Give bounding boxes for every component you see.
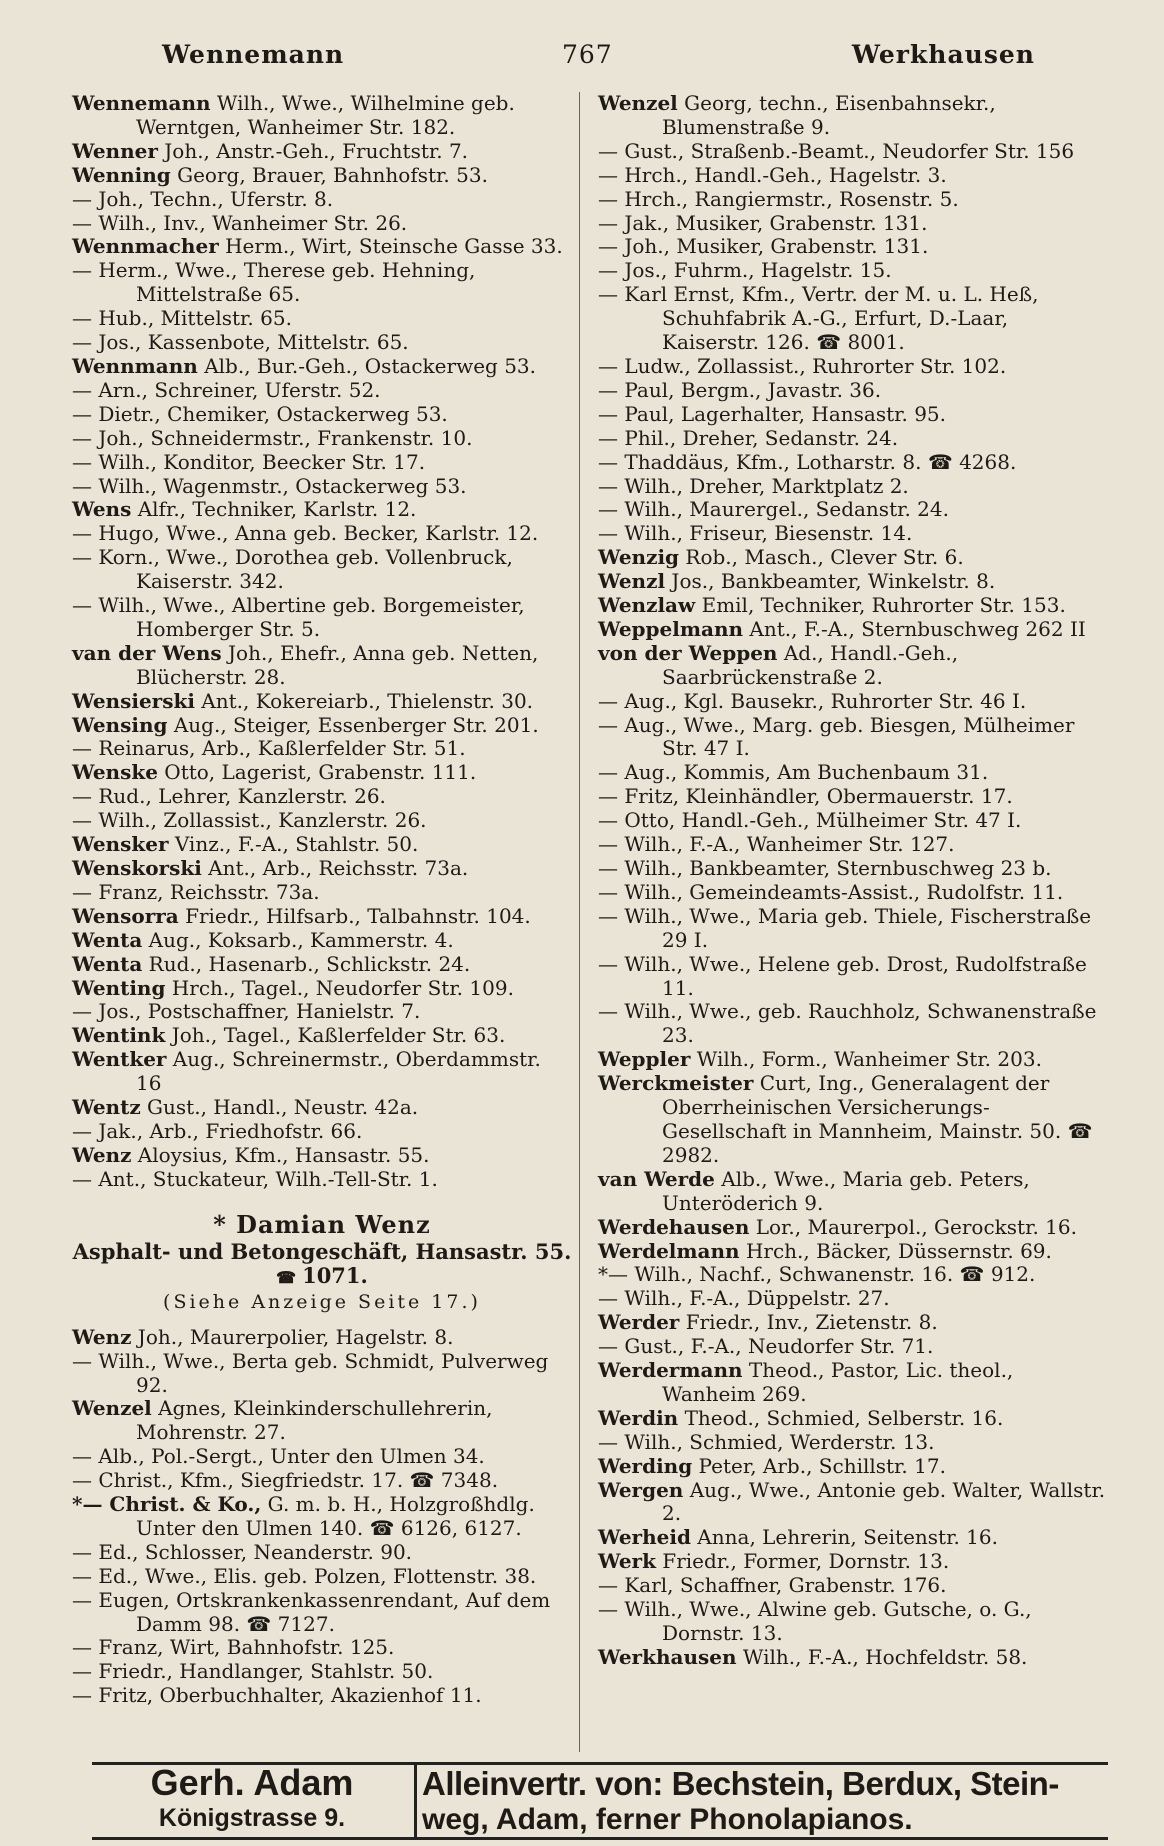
ad-business-line: Asphalt- und Betongeschäft, Hansastr. 55. xyxy=(72,1238,572,1264)
directory-entry xyxy=(72,809,572,833)
entry-details: — Jos., Fuhrm., Hagelstr. 15. xyxy=(598,258,892,283)
directory-entry xyxy=(72,427,572,451)
directory-entry xyxy=(72,905,572,929)
entry-surname: Wenting xyxy=(72,975,166,1000)
entry-details: — Ed., Wwe., Elis. geb. Polzen, Flottenstr. 38. xyxy=(72,1563,537,1588)
entry-surname: Wenning xyxy=(72,162,171,187)
directory-entry xyxy=(72,1144,572,1168)
directory-entry xyxy=(598,522,1108,546)
entry-details: — Eugen, Ortskrankenkassenrendant, Auf dem Damm 98. ☎ 7127. xyxy=(72,1587,551,1636)
directory-entry xyxy=(72,188,572,212)
entry-surname: Wentker xyxy=(72,1047,167,1072)
directory-entry xyxy=(72,498,572,522)
directory-entry xyxy=(598,809,1108,833)
entry-details: G. m. b. H., Holzgroßhdlg. Unter den Ulmen 140. ☎ 6126, 6127. xyxy=(136,1492,535,1540)
entry-surname: Werdehausen xyxy=(598,1214,750,1239)
directory-entry xyxy=(598,1359,1108,1407)
entry-surname: Wenz xyxy=(72,1324,132,1349)
directory-entry xyxy=(72,1589,572,1637)
entry-details: Rob., Masch., Clever Str. 6. xyxy=(679,545,964,570)
directory-entry xyxy=(598,140,1108,164)
entry-details: — Paul, Bergm., Javastr. 36. xyxy=(598,377,882,402)
entry-details: Alb., Wwe., Maria geb. Peters, Unteröderich 9. xyxy=(662,1166,1030,1215)
entry-surname: Wenskorski xyxy=(72,856,202,880)
entry-surname: *— Christ. & Ko., xyxy=(72,1492,262,1517)
entry-surname: Wenzig xyxy=(598,545,680,570)
entry-details: — Hrch., Rangiermstr., Rosenstr. 5. xyxy=(598,186,959,211)
entry-details: — Wilh., Zollassist., Kanzlerstr. 26. xyxy=(72,808,427,833)
directory-entry xyxy=(598,283,1108,355)
entry-details: Alfr., Techniker, Karlstr. 12. xyxy=(131,497,417,522)
entry-details: — Karl, Schaffner, Grabenstr. 176. xyxy=(598,1573,947,1598)
entry-surname: Wenz xyxy=(72,1142,132,1167)
entry-details: Jos., Bankbeamter, Winkelstr. 8. xyxy=(665,569,996,594)
entry-details: Otto, Lagerist, Grabenstr. 111. xyxy=(157,760,477,785)
entry-details: — Alb., Pol.-Sergt., Unter den Ulmen 34. xyxy=(72,1444,485,1469)
directory-entry xyxy=(598,1431,1108,1455)
directory-entry xyxy=(72,140,572,164)
entry-details: Rud., Hasenarb., Schlickstr. 24. xyxy=(142,951,471,976)
entry-details: — Gust., F.-A., Neudorfer Str. 71. xyxy=(598,1334,934,1359)
banner-divider xyxy=(414,1765,417,1837)
entry-details: — Jak., Arb., Friedhofstr. 66. xyxy=(72,1118,363,1143)
entry-surname: Wenta xyxy=(72,927,143,952)
directory-entry xyxy=(72,1660,572,1684)
directory-entry xyxy=(598,188,1108,212)
entry-details: — Wilh., Konditor, Beecker Str. 17. xyxy=(72,449,426,474)
entry-details: — Christ., Kfm., Siegfriedstr. 17. ☎ 7348. xyxy=(72,1468,499,1493)
directory-entry xyxy=(72,331,572,355)
entry-surname: Werdin xyxy=(598,1405,679,1430)
entry-surname: Werdermann xyxy=(598,1358,743,1383)
entry-details: Georg, techn., Eisenbahnsekr., Blumenstraße 9. xyxy=(662,91,996,139)
entry-details: — Jak., Musiker, Grabenstr. 131. xyxy=(598,210,928,235)
directory-entry xyxy=(598,427,1108,451)
banner-line-2: weg, Adam, ferner Phonolapianos. xyxy=(422,1803,913,1836)
entry-surname: Werdelmann xyxy=(598,1238,740,1263)
directory-entry xyxy=(598,1263,1108,1287)
entry-surname: Wentz xyxy=(72,1095,141,1120)
directory-entry xyxy=(598,212,1108,236)
directory-entry xyxy=(72,1000,572,1024)
entry-details: Joh., Maurerpolier, Hagelstr. 8. xyxy=(131,1324,454,1349)
entry-surname: Wenner xyxy=(72,138,158,163)
entry-details: — Arn., Schreiner, Uferstr. 52. xyxy=(72,377,381,402)
entry-surname: Wensorra xyxy=(72,903,179,928)
entry-surname: Wenzlaw xyxy=(598,593,696,618)
directory-entry xyxy=(72,642,572,690)
entry-details: Lor., Maurerpol., Gerockstr. 16. xyxy=(749,1214,1077,1239)
directory-entry xyxy=(72,857,572,881)
ad-phone-number: 1071. xyxy=(302,1262,368,1288)
entry-details: — Jos., Postschaffner, Hanielstr. 7. xyxy=(72,999,421,1024)
entry-surname: von der Weppen xyxy=(598,640,778,665)
entry-details: — Wilh., Wwe., Alwine geb. Gutsche, o. G., Dornstr. 13. xyxy=(598,1597,1032,1645)
directory-entry xyxy=(598,164,1108,188)
directory-entry xyxy=(72,1326,572,1350)
directory-entry xyxy=(72,259,572,307)
directory-entry xyxy=(598,475,1108,499)
entry-details: — Karl Ernst, Kfm., Vertr. der M. u. L. Heß, Schuhfabrik A.-G., Erfurt, D.-Laar, Kaiserstr. 126. ☎ 8001. xyxy=(598,282,1039,355)
directory-entry xyxy=(72,1397,572,1445)
directory-entry xyxy=(72,546,572,594)
entry-details: Curt, Ing., Generalagent der Oberrheinischen Versicherungs-Gesellschaft in Mannheim, Mainstr. 50. ☎ 2982. xyxy=(662,1071,1093,1167)
directory-entry xyxy=(598,761,1108,785)
entry-details: — Wilh., Wwe., Albertine geb. Borgemeister, Homberger Str. 5. xyxy=(72,593,525,641)
entry-details: Theod., Pastor, Lic. theol., Wanheim 269. xyxy=(662,1358,1014,1406)
directory-entry xyxy=(598,1072,1108,1168)
directory-entry xyxy=(72,761,572,785)
entry-details: *— Wilh., Nachf., Schwanenstr. 16. ☎ 912. xyxy=(598,1262,1036,1287)
entry-details: — Aug., Wwe., Marg. geb. Biesgen, Mülheimer Str. 47 I. xyxy=(598,712,1075,761)
banner-address: Königstrasse 9. xyxy=(158,1804,346,1832)
directory-entry xyxy=(598,881,1108,905)
right-column xyxy=(598,92,1108,1670)
directory-entry xyxy=(72,977,572,1001)
entry-surname: Werder xyxy=(598,1310,680,1335)
entry-surname: Wenta xyxy=(72,951,143,976)
directory-entry xyxy=(598,403,1108,427)
entry-details: — Reinarus, Arb., Kaßlerfelder Str. 51. xyxy=(72,736,466,761)
entry-details: Emil, Techniker, Ruhrorter Str. 153. xyxy=(695,593,1066,618)
directory-entry xyxy=(598,379,1108,403)
entry-surname: Wens xyxy=(72,497,132,522)
entry-details: — Herm., Wwe., Therese geb. Hehning, Mittelstraße 65. xyxy=(72,258,476,307)
entry-details: Aug., Wwe., Antonie geb. Walter, Wallstr. 2. xyxy=(662,1477,1106,1526)
directory-entry xyxy=(598,1455,1108,1479)
entry-details: Ant., F.-A., Sternbuschweg 262 II xyxy=(743,616,1086,641)
banner-text-block xyxy=(422,1765,1108,1837)
entry-details: — Wilh., Wwe., Maria geb. Thiele, Fischerstraße 29 I. xyxy=(598,903,1092,952)
running-head-right: Werkhausen xyxy=(851,40,1035,69)
entry-details: — Ed., Schlosser, Neanderstr. 90. xyxy=(72,1539,413,1564)
directory-entry xyxy=(72,690,572,714)
entry-details: — Rud., Lehrer, Kanzlerstr. 26. xyxy=(72,784,386,809)
directory-entry xyxy=(72,1350,572,1398)
directory-entry xyxy=(72,1120,572,1144)
directory-entry xyxy=(72,953,572,977)
entry-details: — Hugo, Wwe., Anna geb. Becker, Karlstr. 12. xyxy=(72,521,539,546)
directory-entry xyxy=(598,1479,1108,1527)
ad-phone xyxy=(72,1264,572,1290)
page-header xyxy=(70,40,1100,84)
directory-entry xyxy=(72,737,572,761)
directory-entry xyxy=(72,881,572,905)
directory-entry xyxy=(598,1311,1108,1335)
directory-entry xyxy=(598,355,1108,379)
entry-surname: Wennmann xyxy=(72,353,198,378)
directory-entry xyxy=(598,857,1108,881)
entry-details: — Wilh., Friseur, Biesenstr. 14. xyxy=(598,521,913,546)
running-head-left: Wennemann xyxy=(162,40,345,69)
entry-details: — Phil., Dreher, Sedanstr. 24. xyxy=(598,425,899,450)
entry-details: — Wilh., Gemeindeamts-Assist., Rudolfstr. 11. xyxy=(598,879,1064,904)
entry-surname: Werding xyxy=(598,1453,693,1478)
ad-note: (Siehe Anzeige Seite 17.) xyxy=(163,1290,481,1313)
banner-company-block xyxy=(92,1762,412,1837)
directory-entry xyxy=(72,594,572,642)
page-number: 767 xyxy=(562,40,613,69)
entry-details: Hrch., Tagel., Neudorfer Str. 109. xyxy=(165,975,514,1000)
directory-entry xyxy=(598,618,1108,642)
entry-details: — Fritz, Oberbuchhalter, Akazienhof 11. xyxy=(72,1683,482,1708)
directory-entry xyxy=(72,1445,572,1469)
entry-surname: Wenske xyxy=(72,760,158,785)
entry-details: Aug., Steiger, Essenberger Str. 201. xyxy=(167,712,539,737)
entry-details: — Wilh., Inv., Wanheimer Str. 26. xyxy=(72,210,408,235)
entry-surname: Wennmacher xyxy=(72,234,219,259)
directory-entry xyxy=(598,1335,1108,1359)
entry-surname: Wenzel xyxy=(598,91,678,115)
entry-details: — Wilh., F.-A., Düppelstr. 27. xyxy=(598,1286,890,1311)
entry-details: Vinz., F.-A., Stahlstr. 50. xyxy=(168,832,419,857)
directory-entry xyxy=(598,905,1108,953)
directory-entry xyxy=(72,475,572,499)
entry-surname: Weppelmann xyxy=(598,616,744,641)
directory-entry xyxy=(72,1565,572,1589)
directory-entry xyxy=(598,1598,1108,1646)
entry-details: — Wilh., Schmied, Werderstr. 13. xyxy=(598,1429,935,1454)
directory-entry xyxy=(72,92,572,140)
directory-entries xyxy=(598,92,1108,1670)
entry-details: — Fritz, Kleinhändler, Obermauerstr. 17. xyxy=(598,784,1013,809)
directory-entry xyxy=(598,92,1108,140)
entry-details: — Wilh., Maurergel., Sedanstr. 24. xyxy=(598,497,949,522)
directory-entry xyxy=(72,929,572,953)
directory-entry xyxy=(598,594,1108,618)
entry-surname: Werkhausen xyxy=(598,1644,737,1669)
banner-line-1: Alleinvertr. von: Bechstein, Berdux, Stein- xyxy=(422,1765,1059,1802)
entry-details: Aug., Koksarb., Kammerstr. 4. xyxy=(142,927,454,952)
entry-surname: Wensker xyxy=(72,832,169,857)
advertisement-banner xyxy=(92,1762,1108,1840)
left-column xyxy=(72,92,572,1708)
entry-details: — Wilh., Bankbeamter, Sternbuschweg 23 b. xyxy=(598,856,1052,880)
directory-entry xyxy=(598,498,1108,522)
entry-details: Alb., Bur.-Geh., Ostackerweg 53. xyxy=(197,353,536,378)
entry-surname: Werk xyxy=(598,1549,656,1574)
entry-details: Gust., Handl., Neustr. 42a. xyxy=(140,1095,419,1120)
entry-details: Friedr., Former, Dornstr. 13. xyxy=(655,1549,950,1574)
entry-details: — Aug., Kommis, Am Buchenbaum 31. xyxy=(598,760,989,785)
entry-details: — Dietr., Chemiker, Ostackerweg 53. xyxy=(72,401,448,426)
entry-details: Wilh., F.-A., Hochfeldstr. 58. xyxy=(736,1644,1028,1669)
entry-details: Joh., Anstr.-Geh., Fruchtstr. 7. xyxy=(157,138,469,163)
directory-entry xyxy=(72,785,572,809)
entry-details: Wilh., Wwe., Wilhelmine geb. Werntgen, Wanheimer Str. 182. xyxy=(136,91,515,139)
entry-details: Friedr., Inv., Zietenstr. 8. xyxy=(679,1310,938,1335)
directory-entry xyxy=(598,570,1108,594)
directory-entry xyxy=(598,785,1108,809)
directory-entry xyxy=(598,1168,1108,1216)
directory-entry xyxy=(72,379,572,403)
entry-details: Wilh., Form., Wanheimer Str. 203. xyxy=(690,1047,1042,1072)
entry-details: — Joh., Techn., Uferstr. 8. xyxy=(72,186,334,211)
directory-entry xyxy=(598,833,1108,857)
entry-details: Georg, Brauer, Bahnhofstr. 53. xyxy=(170,162,488,187)
entry-surname: Wergen xyxy=(598,1477,684,1502)
column-divider xyxy=(579,92,580,1752)
entry-details: Peter, Arb., Schillstr. 17. xyxy=(692,1453,946,1478)
entry-details: — Friedr., Handlanger, Stahlstr. 50. xyxy=(72,1659,434,1684)
directory-entry xyxy=(598,1216,1108,1240)
entry-details: Aloysius, Kfm., Hansastr. 55. xyxy=(131,1142,430,1167)
directory-entries-after-ad xyxy=(72,1326,572,1709)
entry-details: Ant., Arb., Reichsstr. 73a. xyxy=(201,856,469,880)
entry-surname: van Werde xyxy=(598,1166,715,1191)
directory-entry xyxy=(598,953,1108,1001)
directory-entry xyxy=(72,1168,572,1192)
entry-details: — Franz, Wirt, Bahnhofstr. 125. xyxy=(72,1635,395,1660)
entry-details: — Joh., Musiker, Grabenstr. 131. xyxy=(598,234,929,259)
directory-entry xyxy=(598,451,1108,475)
directory-entry xyxy=(72,1469,572,1493)
entry-details: — Aug., Kgl. Bausekr., Ruhrorter Str. 46 I. xyxy=(598,688,1027,713)
entry-surname: Werheid xyxy=(598,1525,691,1550)
entry-surname: Wenzl xyxy=(598,569,666,594)
directory-entry xyxy=(72,1684,572,1708)
directory-entry xyxy=(598,690,1108,714)
entry-details: — Ludw., Zollassist., Ruhrorter Str. 102. xyxy=(598,353,1007,378)
entry-details: Hrch., Bäcker, Düssernstr. 69. xyxy=(739,1238,1052,1263)
directory-entries-before-ad xyxy=(72,92,572,1192)
entry-details: — Wilh., Wwe., geb. Rauchholz, Schwanenstraße 23. xyxy=(598,999,1097,1048)
directory-entry xyxy=(72,1024,572,1048)
directory-entry xyxy=(598,1407,1108,1431)
entry-details: — Hub., Mittelstr. 65. xyxy=(72,306,292,331)
directory-entry xyxy=(72,1636,572,1660)
entry-details: — Wilh., Wwe., Berta geb. Schmidt, Pulverweg 92. xyxy=(72,1348,549,1397)
entry-details: — Hrch., Handl.-Geh., Hagelstr. 3. xyxy=(598,162,947,187)
directory-entry xyxy=(72,1048,572,1096)
entry-details: — Franz, Reichsstr. 73a. xyxy=(72,879,320,904)
entry-details: Herm., Wirt, Steinsche Gasse 33. xyxy=(218,234,563,259)
entry-details: — Wilh., Dreher, Marktplatz 2. xyxy=(598,473,909,498)
entry-details: — Wilh., Wwe., Helene geb. Drost, Rudolfstraße 11. xyxy=(598,951,1087,1000)
directory-entry xyxy=(72,235,572,259)
entry-surname: Wensing xyxy=(72,712,168,737)
directory-entry xyxy=(72,1541,572,1565)
directory-entry xyxy=(598,1526,1108,1550)
entry-details: Aug., Schreinermstr., Oberdammstr. 16 xyxy=(136,1047,541,1096)
entry-details: — Thaddäus, Kfm., Lotharstr. 8. ☎ 4268. xyxy=(598,449,1017,474)
directory-entry xyxy=(72,1096,572,1120)
entry-details: — Otto, Handl.-Geh., Mülheimer Str. 47 I. xyxy=(598,808,1022,833)
entry-details: — Wilh., F.-A., Wanheimer Str. 127. xyxy=(598,832,955,857)
directory-entry xyxy=(72,164,572,188)
entry-surname: Weppler xyxy=(598,1047,691,1072)
entry-details: Anna, Lehrerin, Seitenstr. 16. xyxy=(690,1525,998,1550)
directory-entry xyxy=(598,1646,1108,1670)
entry-details: — Gust., Straßenb.-Beamt., Neudorfer Str. 156 xyxy=(598,138,1075,163)
entry-details: — Joh., Schneidermstr., Frankenstr. 10. xyxy=(72,425,473,450)
ad-title: * Damian Wenz xyxy=(213,1209,431,1239)
entry-details: — Jos., Kassenbote, Mittelstr. 65. xyxy=(72,330,409,355)
directory-entry xyxy=(72,212,572,236)
damian-wenz-ad xyxy=(72,1210,572,1314)
directory-entry xyxy=(72,355,572,379)
directory-entry xyxy=(598,714,1108,762)
entry-details: Theod., Schmied, Selberstr. 16. xyxy=(678,1405,1004,1430)
directory-entry xyxy=(72,451,572,475)
entry-surname: Werckmeister xyxy=(598,1071,754,1096)
entry-details: Joh., Tagel., Kaßlerfelder Str. 63. xyxy=(165,1023,506,1048)
entry-details: — Paul, Lagerhalter, Hansastr. 95. xyxy=(598,401,947,426)
entry-details: Friedr., Hilfsarb., Talbahnstr. 104. xyxy=(178,903,531,928)
directory-entry xyxy=(598,235,1108,259)
directory-entry xyxy=(72,714,572,738)
directory-entry xyxy=(72,522,572,546)
phone-icon: ☎ xyxy=(276,1267,297,1287)
directory-entry xyxy=(72,833,572,857)
entry-details: Ad., Handl.-Geh., Saarbrückenstraße 2. xyxy=(662,640,959,689)
directory-entry xyxy=(598,1550,1108,1574)
directory-entry xyxy=(598,1287,1108,1311)
entry-details: — Korn., Wwe., Dorothea geb. Vollenbruck, Kaiserstr. 342. xyxy=(72,545,513,594)
directory-entry xyxy=(72,307,572,331)
directory-entry xyxy=(598,642,1108,690)
directory-entry xyxy=(598,546,1108,570)
banner-company-name: Gerh. Adam xyxy=(150,1762,354,1803)
directory-entry xyxy=(598,1574,1108,1598)
entry-surname: Wenzel xyxy=(72,1396,152,1421)
directory-entry xyxy=(598,1000,1108,1048)
entry-surname: Wennemann xyxy=(72,91,211,115)
entry-details: — Wilh., Wagenmstr., Ostackerweg 53. xyxy=(72,473,467,498)
directory-entry xyxy=(598,1240,1108,1264)
entry-surname: van der Wens xyxy=(72,640,222,665)
directory-entry xyxy=(598,1048,1108,1072)
entry-details: — Ant., Stuckateur, Wilh.-Tell-Str. 1. xyxy=(72,1166,438,1191)
directory-entry xyxy=(72,403,572,427)
entry-surname: Wensierski xyxy=(72,688,195,713)
directory-entry xyxy=(72,1493,572,1541)
directory-entry xyxy=(598,259,1108,283)
entry-details: Ant., Kokereiarb., Thielenstr. 30. xyxy=(194,688,534,713)
entry-details: Joh., Ehefr., Anna geb. Netten, Blücherstr. 28. xyxy=(136,640,539,689)
entry-surname: Wentink xyxy=(72,1023,166,1048)
entry-details: Agnes, Kleinkinderschullehrerin, Mohrenstr. 27. xyxy=(136,1396,493,1445)
